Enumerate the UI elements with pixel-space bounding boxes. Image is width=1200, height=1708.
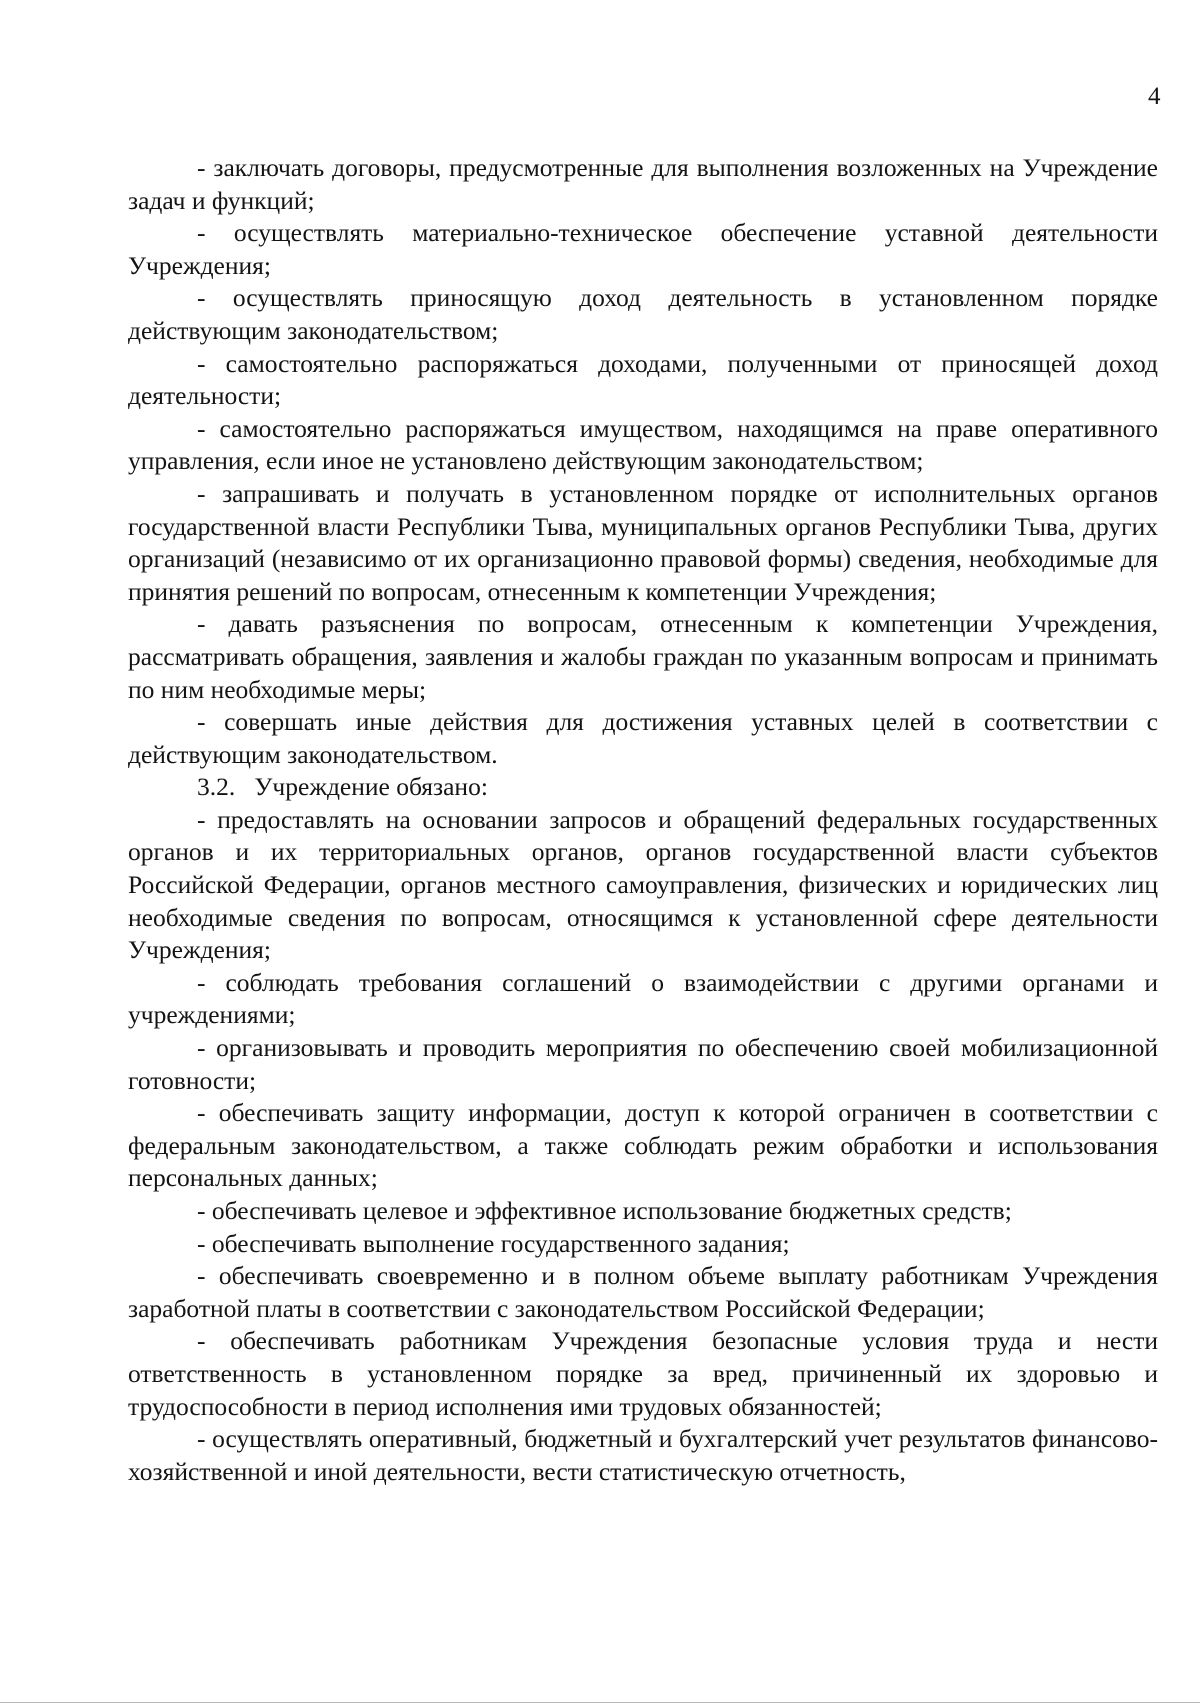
paragraph: - обеспечивать целевое и эффективное использование бюджетных средств; <box>197 1196 1012 1225</box>
paragraph: - организовывать и проводить мероприятия по обеспечению своей мобилизационной готовности; <box>128 1033 1158 1095</box>
section-heading: 3.2. Учреждение обязано: <box>197 772 488 802</box>
paragraph: - соблюдать требования соглашений о взаимодействии с другими органами и учреждениями; <box>128 967 1158 1030</box>
paragraph: - обеспечивать своевременно и в полном объеме выплату работникам Учреждения заработной платы в соответствии с законодательством Российской Федерации; <box>128 1261 1158 1323</box>
paragraph: - предоставлять на основании запросов и обращений федеральных государственных органов и их территориальных органов, органов государственной власти субъектов Российской Федерации, органов местного самоуправления, физических и юридических лиц необходимые сведения по вопросам, относящимся к установленной сфере деятельности Учреждения; <box>128 804 1158 965</box>
paragraph: - самостоятельно распоряжаться имуществом, находящимся на праве оперативного управления, если иное не установлено действующим законодательством; <box>128 413 1158 476</box>
paragraph: - заключать договоры, предусмотренные для выполнения возложенных на Учреждение задач и функций; <box>128 153 1158 215</box>
document-body <box>128 152 1158 1488</box>
paragraph: - давать разъяснения по вопросам, отнесенным к компетенции Учреждения, рассматривать обращения, заявления и жалобы граждан по указанным вопросам и принимать по ним необходимые меры; <box>128 609 1158 704</box>
paragraph: - обеспечивать выполнение государственного задания; <box>197 1228 790 1258</box>
paragraph: - осуществлять приносящую доход деятельность в установленном порядке действующим законодательством; <box>128 283 1158 345</box>
paragraph: - самостоятельно распоряжаться доходами, полученными от приносящей доход деятельности; <box>128 348 1158 411</box>
paragraph: - осуществлять материально-техническое обеспечение уставной деятельности Учреждения; <box>128 218 1158 280</box>
paragraph: - обеспечивать работникам Учреждения безопасные условия труда и нести ответственность в установленном порядке за вред, причиненный их здоровью и трудоспособности в период исполнения ими трудовых обязанностей; <box>128 1326 1158 1421</box>
paragraph: - осуществлять оперативный, бюджетный и бухгалтерский учет результатов финансово-хозяйственной и иной деятельности, вести статистическую отчетность, <box>128 1424 1158 1486</box>
scan-bottom-edge <box>0 1702 1200 1703</box>
paragraph: - совершать иные действия для достижения уставных целей в соответствии с действующим законодательством. <box>128 707 1158 769</box>
paragraph: - запрашивать и получать в установленном порядке от исполнительных органов государственной власти Республики Тыва, муниципальных органов Республики Тыва, других организаций (независимо от их организационно правовой формы) сведения, необходимые для принятия решений по вопросам, отнесенным к компетенции Учреждения; <box>128 478 1158 606</box>
paragraph: - обеспечивать защиту информации, доступ к которой ограничен в соответствии с федеральным законодательством, а также соблюдать режим обработки и использования персональных данных; <box>128 1098 1158 1193</box>
page-number: 4 <box>1148 83 1161 110</box>
